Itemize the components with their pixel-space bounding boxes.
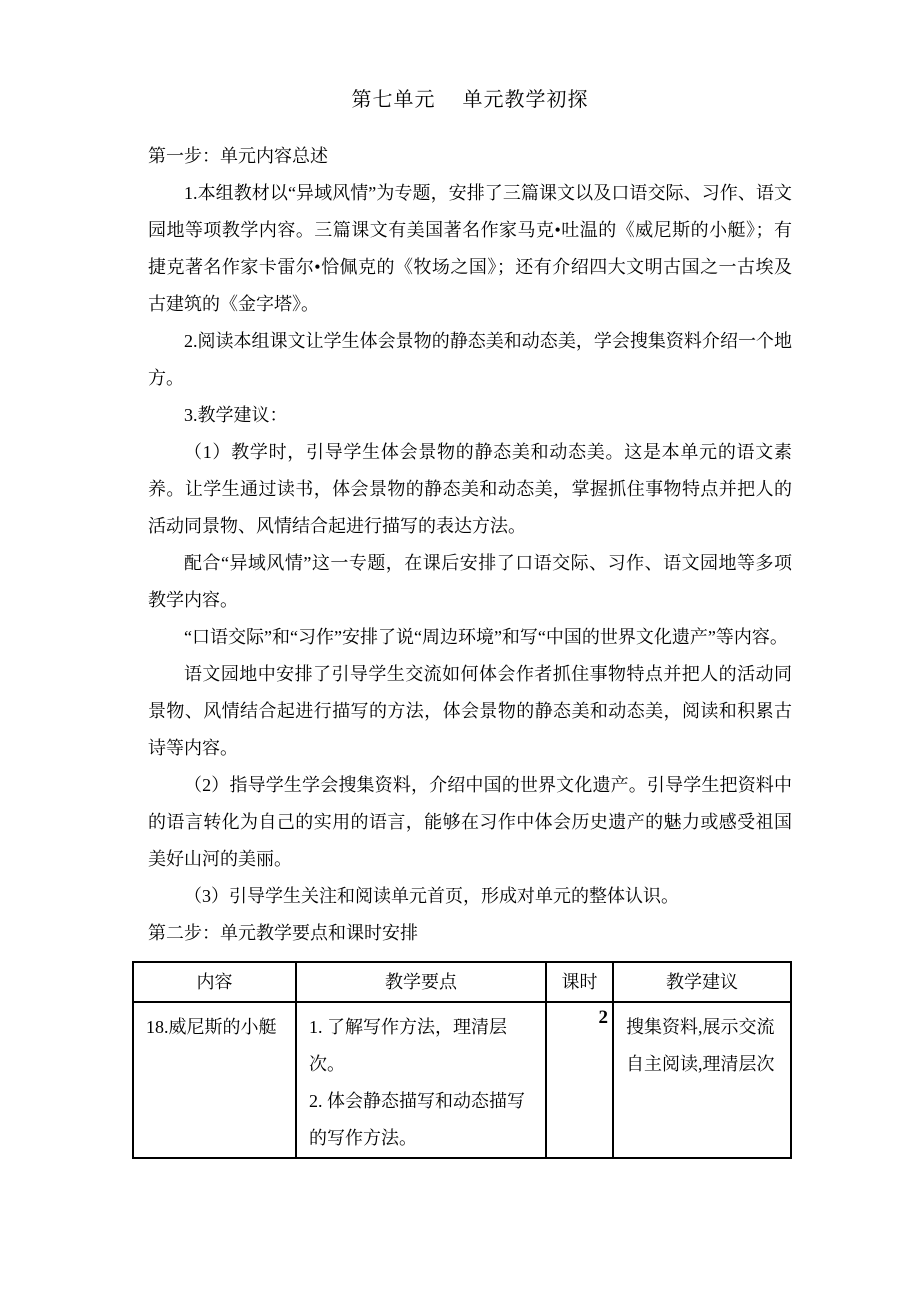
cell-suggestions — [613, 1002, 791, 1158]
lesson-title: 18.威尼斯的小艇 — [146, 1017, 277, 1037]
cell-teaching-points — [296, 1002, 546, 1158]
table-header-content: 内容 — [133, 962, 296, 1002]
paragraph-2: 2.阅读本组课文让学生体会景物的静态美和动态美，学会搜集资料介绍一个地方。 — [148, 331, 792, 388]
paragraph-9: （3）引导学生关注和阅读单元首页，形成对单元的整体认识。 — [184, 886, 679, 906]
table-header-hours: 课时 — [546, 962, 613, 1002]
step1-heading: 第一步：单元内容总述 — [148, 146, 328, 166]
paragraph-1: 1.本组教材以“异域风情”为专题，安排了三篇课文以及口语交际、习作、语文园地等项教学内容。三篇课文有美国著名作家马克•吐温的《威尼斯的小艇》；有捷克著名作家卡雷尔•恰佩克的《牧场之国》；还有介绍四大文明古国之一古埃及古建筑的《金字塔》。 — [148, 183, 792, 314]
schedule-table-container — [132, 961, 792, 1159]
page-title: 第七单元 单元教学初探 — [351, 89, 589, 111]
paragraph-5: 配合“异域风情”这一专题，在课后安排了口语交际、习作、语文园地等多项教学内容。 — [148, 553, 792, 610]
paragraph-8: （2）指导学生学会搜集资料，介绍中国的世界文化遗产。引导学生把资料中的语言转化为自己的实用的语言，能够在习作中体会历史遗产的魅力或感受祖国美好山河的美丽。 — [148, 775, 792, 869]
schedule-table — [132, 961, 792, 1159]
paragraph-3: 3.教学建议： — [184, 405, 288, 425]
table-header-row — [133, 962, 791, 1002]
table-header-suggestions: 教学建议 — [613, 962, 791, 1002]
document-body — [148, 138, 792, 952]
suggestion: 自主阅读,理清层次 — [626, 1054, 775, 1074]
paragraph-7: 语文园地中安排了引导学生交流如何体会作者抓住事物特点并把人的活动同景物、风情结合起进行描写的方法，体会景物的静态美和动态美，阅读和积累古诗等内容。 — [148, 664, 792, 758]
table-header-points: 教学要点 — [296, 962, 546, 1002]
teaching-point: 2. 体会静态描写和动态描写的写作方法。 — [309, 1091, 525, 1148]
step2-heading: 第二步：单元教学要点和课时安排 — [148, 923, 418, 943]
paragraph-6: “口语交际”和“习作”安排了说“周边环境”和写“中国的世界文化遗产”等内容。 — [184, 627, 788, 647]
paragraph-4: （1）教学时，引导学生体会景物的静态美和动态美。这是本单元的语文素养。让学生通过读书，体会景物的静态美和动态美，掌握抓住事物特点并把人的活动同景物、风情结合起进行描写的表达方法。 — [148, 442, 792, 536]
suggestion: 搜集资料,展示交流 — [626, 1017, 775, 1037]
teaching-point: 1. 了解写作方法，理清层次。 — [309, 1017, 507, 1074]
cell-hours — [546, 1002, 613, 1158]
hours-value: 2 — [598, 1007, 608, 1028]
cell-content — [133, 1002, 296, 1158]
table-row — [133, 1002, 791, 1158]
